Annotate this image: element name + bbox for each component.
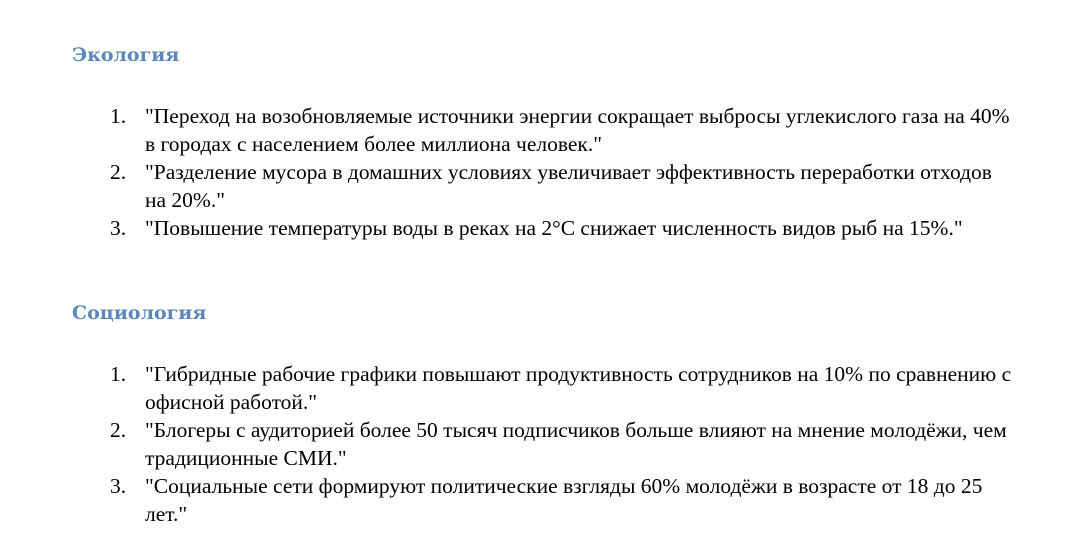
list-item-text: "Социальные сети формируют политические взгляды 60% молодёжи в возрасте от 18 до 25 лет." xyxy=(145,474,983,526)
list-item-text: "Переход на возобновляемые источники энергии сокращает выбросы углекислого газа на 40% в городах с населением более миллиона человек." xyxy=(145,104,1010,156)
section-heading-ecology: Экология xyxy=(72,44,180,66)
list-item xyxy=(0,472,1015,528)
list-item-text: "Разделение мусора в домашних условиях увеличивает эффективность переработки отходов на 20%." xyxy=(145,160,992,212)
list-item-number: 1. xyxy=(110,362,127,386)
numbered-list-sociology xyxy=(0,360,1082,528)
section-heading-sociology: Социология xyxy=(72,302,207,324)
list-item xyxy=(0,416,1015,472)
list-item-number: 3. xyxy=(110,216,127,240)
list-item-text: "Повышение температуры воды в реках на 2°C снижает численность видов рыб на 15%." xyxy=(145,216,963,240)
list-item-text: "Блогеры с аудиторией более 50 тысяч подписчиков больше влияют на мнение молодёжи, чем традиционные СМИ." xyxy=(145,418,1007,470)
list-item xyxy=(0,214,1015,242)
list-item-number: 2. xyxy=(110,160,127,184)
list-item-number: 3. xyxy=(110,474,127,498)
list-item-number: 1. xyxy=(110,104,127,128)
list-item xyxy=(0,158,1015,214)
numbered-list-ecology xyxy=(0,102,1082,242)
list-item-text: "Гибридные рабочие графики повышают продуктивность сотрудников на 10% по сравнению с офисной работой." xyxy=(145,362,1012,414)
list-item xyxy=(0,102,1015,158)
list-item xyxy=(0,360,1015,416)
list-item-number: 2. xyxy=(110,418,127,442)
